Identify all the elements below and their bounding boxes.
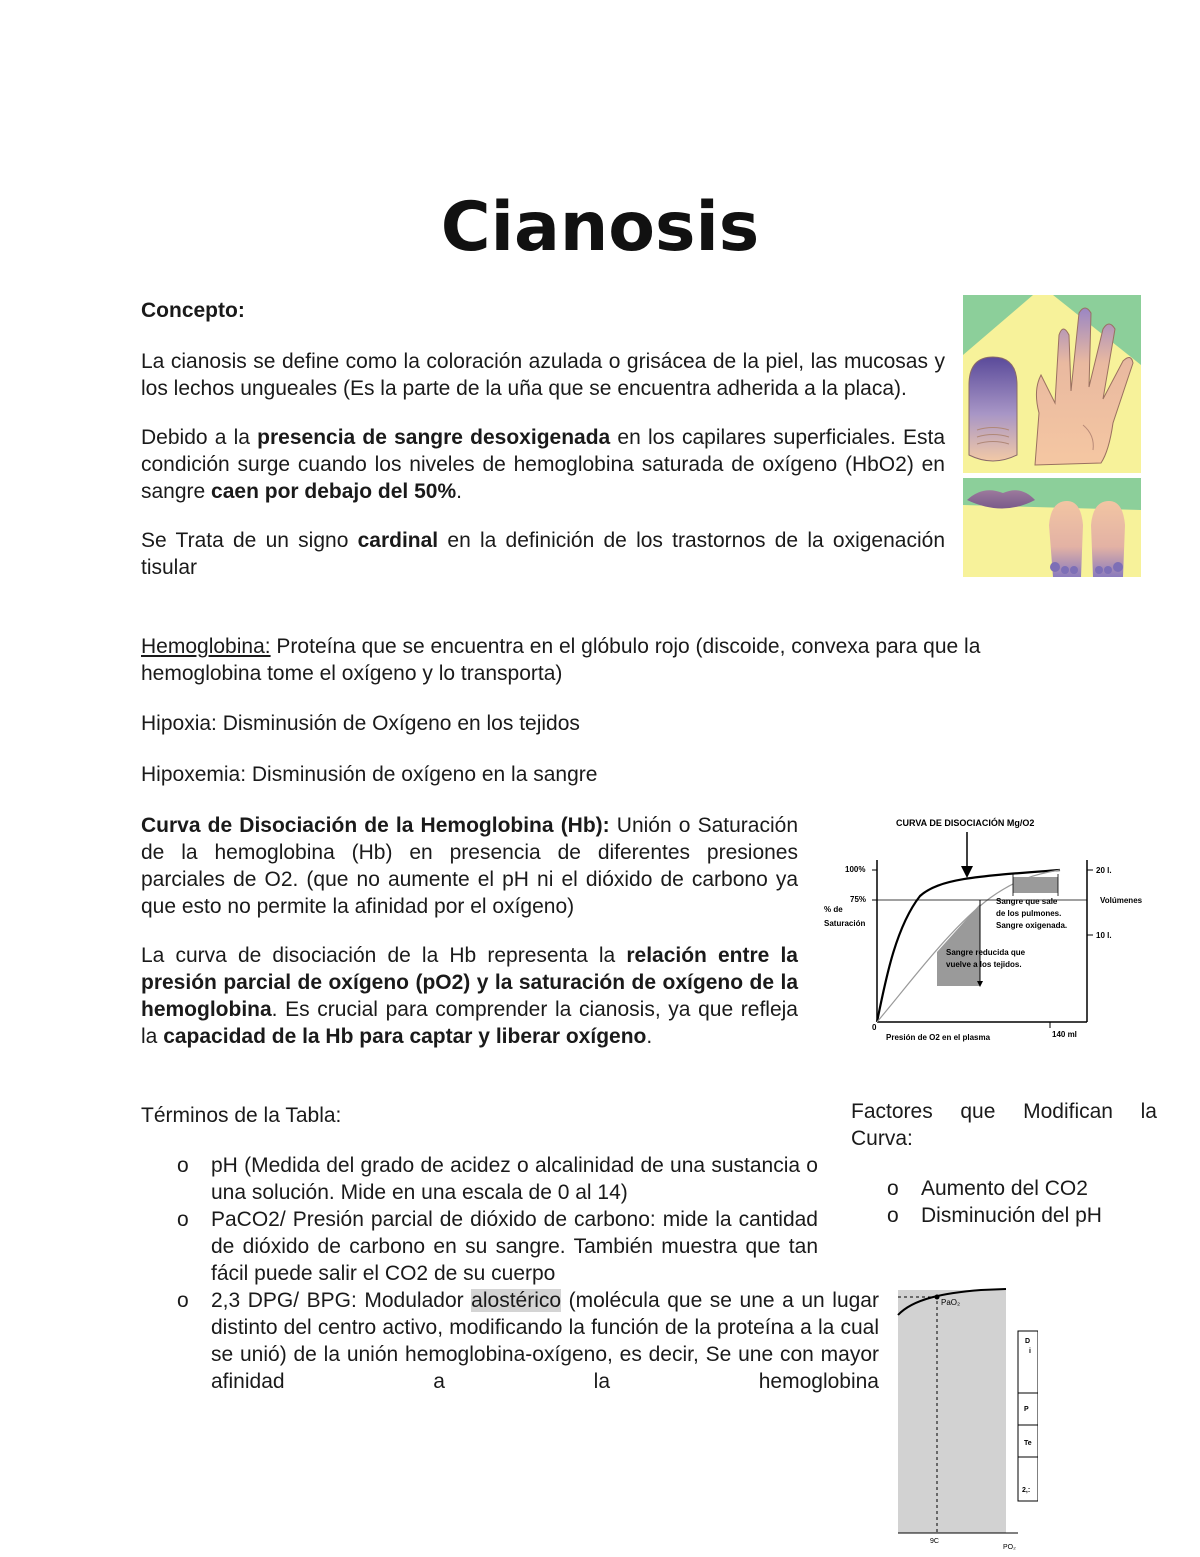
figure-title: CURVA DE DISOCIACIÓN Mg/O2: [896, 818, 1035, 828]
hemoglobina-definition: Hemoglobina: Proteína que se encuentra en el glóbulo rojo (discoide, convexa para que la hemoglobina tome el oxígeno y lo transporta): [141, 635, 981, 685]
list-item: o pH (Medida del grado de acidez o alcalinidad de una sustancia o una solución. Mide en una escala de 0 al 14): [177, 1154, 818, 1204]
tissue-note-1: Sangre reducida que: [946, 948, 1026, 957]
terminos-list: [141, 1152, 879, 1395]
cropped-table: [1018, 1331, 1038, 1501]
concepto-paragraph-1: La cianosis se define como la coloración azulada o grisácea de la piel, las mucosas y los lechos ungueales (Es la parte de la uña que se encuentra adherida a la placa).: [141, 350, 945, 400]
volume-axis-title: Volúmenes: [1100, 896, 1143, 905]
svg-text:D: D: [1025, 1338, 1031, 1345]
svg-text:i: i: [1029, 1348, 1031, 1355]
y-label-100: 100%: [845, 865, 866, 874]
list-item: o PaCO2/ Presión parcial de dióxido de carbono: mide la cantidad de dióxido de carbono en su sangre. También muestra que tan fácil puede salir el CO2 de su cuerpo: [177, 1208, 818, 1285]
volume-10-label: 10 l.: [1096, 931, 1112, 940]
volume-20-label: 20 l.: [1096, 866, 1112, 875]
terminos-section: [141, 1102, 879, 1395]
page-title: Cianosis: [440, 188, 760, 267]
arrow-down-icon: [961, 866, 973, 878]
concepto-section: [141, 297, 945, 581]
hemoglobina-term: Hemoglobina:: [141, 635, 271, 658]
x-label-140: 140 ml: [1052, 1030, 1077, 1039]
reduced-blood-area: [937, 904, 980, 986]
graph-background: [898, 1290, 1006, 1533]
factores-section: [851, 1098, 1157, 1229]
y-axis-title-1: % de: [824, 905, 843, 914]
tissue-note-2: vuelve a los tejidos.: [946, 960, 1022, 969]
fingertip-icon: [969, 357, 1017, 461]
svg-text:2,:: 2,:: [1022, 1487, 1031, 1494]
lungs-note-1: Sangre que sale: [996, 897, 1058, 906]
factores-heading: Factores que Modifican la Curva:: [851, 1100, 1157, 1150]
factores-list: [851, 1175, 1157, 1229]
highlighted-term: alostérico: [471, 1289, 562, 1312]
svg-text:P: P: [1024, 1406, 1029, 1413]
terminos-heading: Términos de la Tabla:: [141, 1104, 342, 1127]
curva-paragraph-2: La curva de disociación de la Hb representa la relación entre la presión parcial de oxígeno (pO2) y la saturación de oxígeno de la hemoglobina. Es crucial para comprender la cianosis, ya que refleja la capacidad de la Hb para captar y liberar oxígeno.: [141, 944, 798, 1048]
hipoxia-definition: Hipoxia: Disminusión de Oxígeno en los tejidos: [141, 712, 580, 735]
x-axis-label: PO₂: [1003, 1544, 1016, 1550]
oxygenated-blood-area: [1013, 877, 1058, 893]
curva-paragraph-1: Curva de Disociación de la Hemoglobina (Hb): Unión o Saturación de la hemoglobina (Hb) en presencia de diferentes presiones parciales de O2. (que no aumente el pH ni el dióxido de carbono ya que esto no permite la afinidad por el oxígeno): [141, 814, 798, 918]
dissociation-curve-figure: [820, 808, 1165, 1048]
definitions-section: [141, 633, 1071, 788]
x-axis-title: Presión de O2 en el plasma: [886, 1033, 991, 1042]
concepto-paragraph-2: Debido a la presencia de sangre desoxigenada en los capilares superficiales. Esta condición surge cuando los niveles de hemoglobina saturada de oxígeno (HbO2) en sangre caen por debajo del 50%.: [141, 426, 946, 503]
y-axis-title-2: Saturación: [824, 919, 866, 928]
lungs-note-3: Sangre oxigenada.: [996, 921, 1068, 930]
svg-text:Te: Te: [1024, 1440, 1032, 1447]
partial-curve-figure: [893, 1285, 1038, 1550]
list-item: o Disminución del pH: [887, 1204, 1102, 1227]
curva-section: [141, 812, 798, 1050]
y-label-75: 75%: [850, 895, 867, 904]
pao2-label: PaO₂: [941, 1298, 961, 1307]
list-item: o 2,3 DPG/ BPG: Modulador alostérico (molécula que se une a un lugar distinto del centro activo, modificando la función de la proteína a la cual se unió) de la unión hemoglobina-oxígeno, es decir, Se une con mayor afinidad a la hemoglobina: [177, 1289, 879, 1393]
hipoxemia-definition: Hipoxemia: Disminusión de oxígeno en la sangre: [141, 763, 598, 786]
origin-label: 0: [872, 1023, 877, 1032]
list-item: o Aumento del CO2: [887, 1177, 1088, 1200]
lungs-note-2: de los pulmones.: [996, 909, 1062, 918]
concepto-paragraph-3: Se Trata de un signo cardinal en la definición de los trastornos de la oxigenación tisular: [141, 529, 945, 579]
tick-label: 9C: [930, 1538, 939, 1545]
cyanosis-illustration: [963, 295, 1141, 577]
concepto-heading: Concepto:: [141, 299, 245, 322]
